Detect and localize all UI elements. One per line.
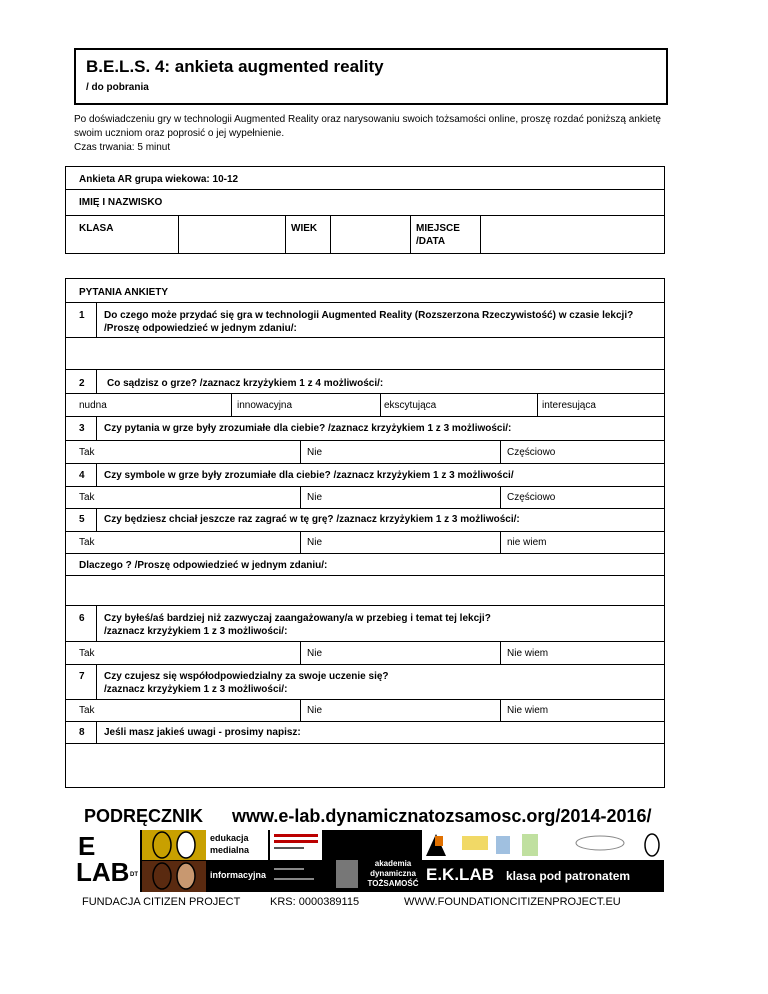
q6-option-nie[interactable]: Nie	[307, 648, 323, 659]
krs-number: KRS: 0000389115	[270, 896, 360, 908]
q3-number: 3	[79, 423, 85, 434]
q4-number: 4	[79, 470, 85, 481]
q5-option-tak[interactable]: Tak	[79, 537, 95, 548]
elab-logo-dt: DT	[130, 872, 138, 878]
place-date-field[interactable]	[481, 216, 664, 253]
q3-option-tak[interactable]: Tak	[79, 447, 95, 458]
foundation-name: FUNDACJA CITIZEN PROJECT	[82, 896, 241, 908]
why-question: Dlaczego ? /Proszę odpowiedzieć w jednym zdaniu/:	[79, 560, 328, 571]
adt-label: (adT)	[359, 832, 407, 854]
elab-logo-e: E	[78, 831, 96, 861]
q5-option-nie[interactable]: Nie	[307, 537, 323, 548]
project-url[interactable]: www.e-lab.dynamicznatozsamosc.org/2014-2016/	[232, 806, 652, 826]
document-subtitle: / do pobrania	[86, 82, 149, 93]
name-label: IMIĘ I NAZWISKO	[79, 197, 163, 208]
q6-number: 6	[79, 613, 85, 624]
q6-hint: /zaznacz krzyżykiem 1 z 3 możliwości/:	[104, 626, 288, 637]
intro-line-1: Po doświadczeniu gry w technologii Augmented Reality oraz narysowaniu swoich tożsamości online, proszę rozdać poniższą ankietę	[74, 114, 661, 125]
q7-option-tak[interactable]: Tak	[79, 705, 95, 716]
name-field[interactable]	[180, 190, 664, 214]
q1-number: 1	[79, 310, 85, 321]
q4-option-nie[interactable]: Nie	[307, 492, 323, 503]
q3-option-nie[interactable]: Nie	[307, 447, 323, 458]
edukacja-medialna-label: edukacja medialna	[206, 830, 268, 860]
elab-logo-lab: LAB	[76, 857, 130, 887]
q5-text: Czy będziesz chciał jeszcze raz zagrać w tę grę? /zaznacz krzyżykiem 1 z 3 możliwości/:	[104, 514, 520, 525]
q5-number: 5	[79, 514, 85, 525]
informacyjna-label: informacyjna	[210, 870, 267, 880]
q8-number: 8	[79, 727, 85, 738]
q6-option-nie-wiem[interactable]: Nie wiem	[507, 648, 549, 659]
face-image-yellow	[142, 830, 206, 860]
why-answer-field[interactable]	[66, 576, 664, 605]
foundation-website[interactable]: WWW.FOUNDATIONCITIZENPROJECT.EU	[404, 896, 621, 908]
q7-number: 7	[79, 671, 85, 682]
q2-option-interesujaca[interactable]: interesująca	[542, 400, 596, 411]
patronage-label: klasa pod patronatem	[506, 869, 631, 883]
q2-text: Co sądzisz o grze? /zaznacz krzyżykiem 1 z 4 możliwości/:	[107, 378, 384, 389]
q5-option-nie-wiem[interactable]: nie wiem	[507, 537, 547, 548]
class-field[interactable]	[179, 216, 284, 253]
face-image-brown	[142, 861, 206, 892]
q2-option-nudna[interactable]: nudna	[79, 400, 107, 411]
survey-heading: PYTANIA ANKIETY	[79, 287, 169, 298]
q7-text: Czy czujesz się współodpowiedzialny za swoje uczenie się?	[104, 671, 389, 682]
q1-text: Do czego może przydać się gra w technologii Augmented Reality (Rozszerzona Rzeczywistość) w czasie lekcji?	[104, 310, 634, 321]
elab-logo	[74, 830, 140, 892]
q2-number: 2	[79, 378, 85, 389]
title-box	[74, 48, 668, 105]
partner-logo-small	[270, 864, 322, 888]
academy-image	[336, 860, 358, 888]
q7-hint: /zaznacz krzyżykiem 1 z 3 możliwości/:	[104, 684, 288, 695]
q1-hint: /Proszę odpowiedzieć w jednym zdaniu/:	[104, 323, 297, 334]
q4-option-tak[interactable]: Tak	[79, 492, 95, 503]
partner-logos	[422, 830, 664, 860]
q4-option-czesciowo[interactable]: Częściowo	[507, 492, 556, 503]
place-label: MIEJSCE	[416, 223, 460, 234]
ministry-logo	[270, 830, 322, 860]
q6-text: Czy byłeś/aś bardziej niż zazwyczaj zaangażowany/a w przebieg i temat tej lekcji?	[104, 613, 491, 624]
eklab-label: E.K.LAB	[426, 865, 494, 884]
q7-option-nie-wiem[interactable]: Nie wiem	[507, 705, 549, 716]
q2-option-innowacyjna[interactable]: innowacyjna	[237, 400, 293, 411]
age-field[interactable]	[331, 216, 409, 253]
intro-line-2: swoim uczniom oraz poprosić o jej wypełnienie.	[74, 128, 285, 139]
footer-banner	[74, 802, 664, 892]
intro-duration: Czas trwania: 5 minut	[74, 142, 171, 153]
q2-option-ekscytujaca[interactable]: ekscytująca	[384, 400, 437, 411]
q3-option-czesciowo[interactable]: Częściowo	[507, 447, 556, 458]
age-label: WIEK	[291, 223, 318, 234]
q4-text: Czy symbole w grze były zrozumiałe dla ciebie? /zaznacz krzyżykiem 1 z 3 możliwości/	[104, 470, 514, 481]
handbook-label: PODRĘCZNIK	[84, 806, 204, 826]
document-title: B.E.L.S. 4: ankieta augmented reality	[86, 57, 384, 76]
class-label: KLASA	[79, 223, 114, 234]
q3-text: Czy pytania w grze były zrozumiałe dla ciebie? /zaznacz krzyżykiem 1 z 3 możliwości/:	[104, 423, 512, 434]
q8-text: Jeśli masz jakieś uwagi - prosimy napisz:	[104, 727, 301, 738]
q7-option-nie[interactable]: Nie	[307, 705, 323, 716]
age-group-title: Ankieta AR grupa wiekowa: 10-12	[79, 174, 239, 185]
q8-answer-field[interactable]	[66, 744, 664, 787]
q1-answer-field[interactable]	[66, 338, 664, 369]
date-label: /DATA	[416, 236, 446, 247]
q6-option-tak[interactable]: Tak	[79, 648, 95, 659]
akademia-label: akademia dynamiczna TOŻSAMOŚĆ	[367, 859, 419, 888]
